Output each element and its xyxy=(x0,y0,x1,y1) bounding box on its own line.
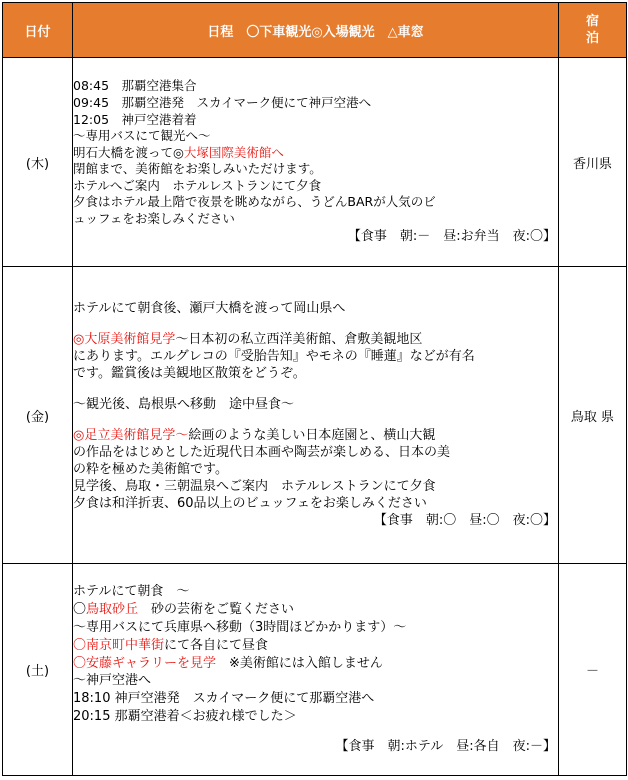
schedule-line xyxy=(73,672,558,690)
schedule-line xyxy=(73,365,558,382)
meal-info: 【食事 朝:－ 昼:お弁当 夜:〇】 xyxy=(347,228,556,244)
line-text: 閉館まで、美術館をお楽しみいただけます。 xyxy=(73,161,322,177)
schedule-cell xyxy=(73,564,559,776)
stay-cell: 香川県 xyxy=(559,58,627,267)
line-text: 08:45 那覇空港集合 xyxy=(73,78,197,94)
schedule-line xyxy=(73,655,558,673)
header-schedule: 日程 〇下車観光◎入場観光 △車窓 xyxy=(73,3,559,58)
schedule-cell xyxy=(73,267,559,564)
day-cell: (金) xyxy=(3,267,73,564)
stay-cell: 鳥取 県 xyxy=(559,267,627,564)
table-row xyxy=(3,267,627,564)
schedule-line xyxy=(73,145,558,162)
line-text: 夕食は和洋折衷、60品以上のビュッフェをお楽しみください xyxy=(73,496,427,511)
stay-cell: － xyxy=(559,564,627,776)
highlight-text: 〇安藤ギャラリーを見学 xyxy=(73,655,217,671)
blank-line xyxy=(73,382,558,396)
highlight-text: 大塚国際美術館へ xyxy=(183,144,284,160)
day-cell: (木) xyxy=(3,58,73,267)
schedule-line xyxy=(73,427,558,444)
line-text: ホテルにて朝食後、瀬戸大橋を渡って岡山県へ xyxy=(73,301,346,316)
schedule-line xyxy=(73,128,558,145)
header-stay xyxy=(559,3,627,58)
line-text: 18:10 神戸空港発 スカイマーク便にて那覇空港へ xyxy=(73,691,375,707)
day-cell: (土) xyxy=(3,564,73,776)
line-text: にて各自にて昼食 xyxy=(164,637,269,653)
highlight-text: 鳥取砂丘 xyxy=(86,602,139,618)
blank-line xyxy=(73,413,558,427)
line-text: にあります。エルグレコの『受胎告知』やモネの『睡蓮』などが有名 xyxy=(73,349,475,364)
schedule-line xyxy=(73,300,558,317)
schedule-line xyxy=(73,95,558,112)
schedule-line xyxy=(73,194,558,211)
line-text: 〇 xyxy=(73,602,87,618)
line-text: 見学後、鳥取・三朝温泉へご案内 ホテルレストランにて夕食 xyxy=(73,479,436,494)
line-text: の粋を極めた美術館です。 xyxy=(73,462,228,477)
schedule-line xyxy=(73,178,558,195)
line-text: ュッフェをお楽しみください xyxy=(73,211,235,227)
header-stay-text: 宿泊 xyxy=(585,14,599,46)
schedule-line xyxy=(73,444,558,461)
line-text: ～専用バスにて兵庫県へ移動（3時間ほどかかります）～ xyxy=(73,619,407,635)
schedule-line xyxy=(73,601,558,619)
schedule-line xyxy=(73,211,558,228)
line-text: 絵画のような美しい日本庭園と、横山大観 xyxy=(188,428,436,443)
blank-line xyxy=(73,317,558,331)
schedule-line xyxy=(73,583,558,601)
highlight-text: ◎足立美術館見学～ xyxy=(73,428,189,443)
schedule-line xyxy=(73,708,558,726)
schedule-line xyxy=(73,348,558,365)
line-text: です。鑑賞後は美観地区散策をどうぞ。 xyxy=(73,366,306,381)
schedule-line xyxy=(73,690,558,708)
schedule-line xyxy=(73,78,558,95)
meal-info: 【食事 朝:ホテル 昼:各自 夜:－】 xyxy=(335,738,556,754)
line-text: 砂の芸術をご覧ください xyxy=(138,602,295,618)
schedule-line xyxy=(73,478,558,495)
schedule-line xyxy=(73,619,558,637)
schedule-line xyxy=(73,112,558,129)
header-date: 日付 xyxy=(3,3,73,58)
table-row xyxy=(3,58,627,267)
line-text: ～観光後、島根県へ移動 途中昼食～ xyxy=(73,397,295,412)
line-text: ホテルにて朝食 ～ xyxy=(73,584,190,600)
table-header xyxy=(3,3,627,58)
schedule-line xyxy=(73,637,558,655)
line-text: 明石大橋を渡って◎ xyxy=(73,144,184,160)
schedule-line xyxy=(73,161,558,178)
line-text: の作品をはじめとした近現代日本画や陶芸が楽しめる、日本の美 xyxy=(73,445,451,460)
schedule-line xyxy=(73,331,558,348)
line-text: 20:15 那覇空港着＜お疲れ様でした＞ xyxy=(73,708,297,724)
highlight-text: ◎大原美術館見学 xyxy=(73,332,176,347)
line-text: 12:05 神戸空港着着 xyxy=(73,111,197,127)
schedule-line xyxy=(73,461,558,478)
line-text: 夕食はホテル最上階で夜景を眺めながら、うどんBARが人気のビ xyxy=(73,194,436,210)
table-row xyxy=(3,564,627,776)
line-text: 09:45 那覇空港発 スカイマーク便にて神戸空港へ xyxy=(73,94,372,110)
line-text: ホテルへご案内 ホテルレストランにて夕食 xyxy=(73,177,322,193)
meal-info: 【食事 朝:〇 昼:〇 夜:〇】 xyxy=(373,513,556,528)
table-body xyxy=(3,58,627,776)
schedule-line xyxy=(73,396,558,413)
itinerary-table xyxy=(2,2,627,776)
schedule-cell xyxy=(73,58,559,267)
highlight-text: 〇南京町中華街 xyxy=(73,637,165,653)
schedule-line xyxy=(73,495,558,512)
line-text: ～専用バスにて観光へ～ xyxy=(73,128,211,144)
line-text: ※美術館には入館しません xyxy=(216,655,383,671)
line-text: ～神戸空港へ xyxy=(73,673,152,689)
line-text: ～日本初の私立西洋美術館、倉敷美観地区 xyxy=(175,332,423,347)
